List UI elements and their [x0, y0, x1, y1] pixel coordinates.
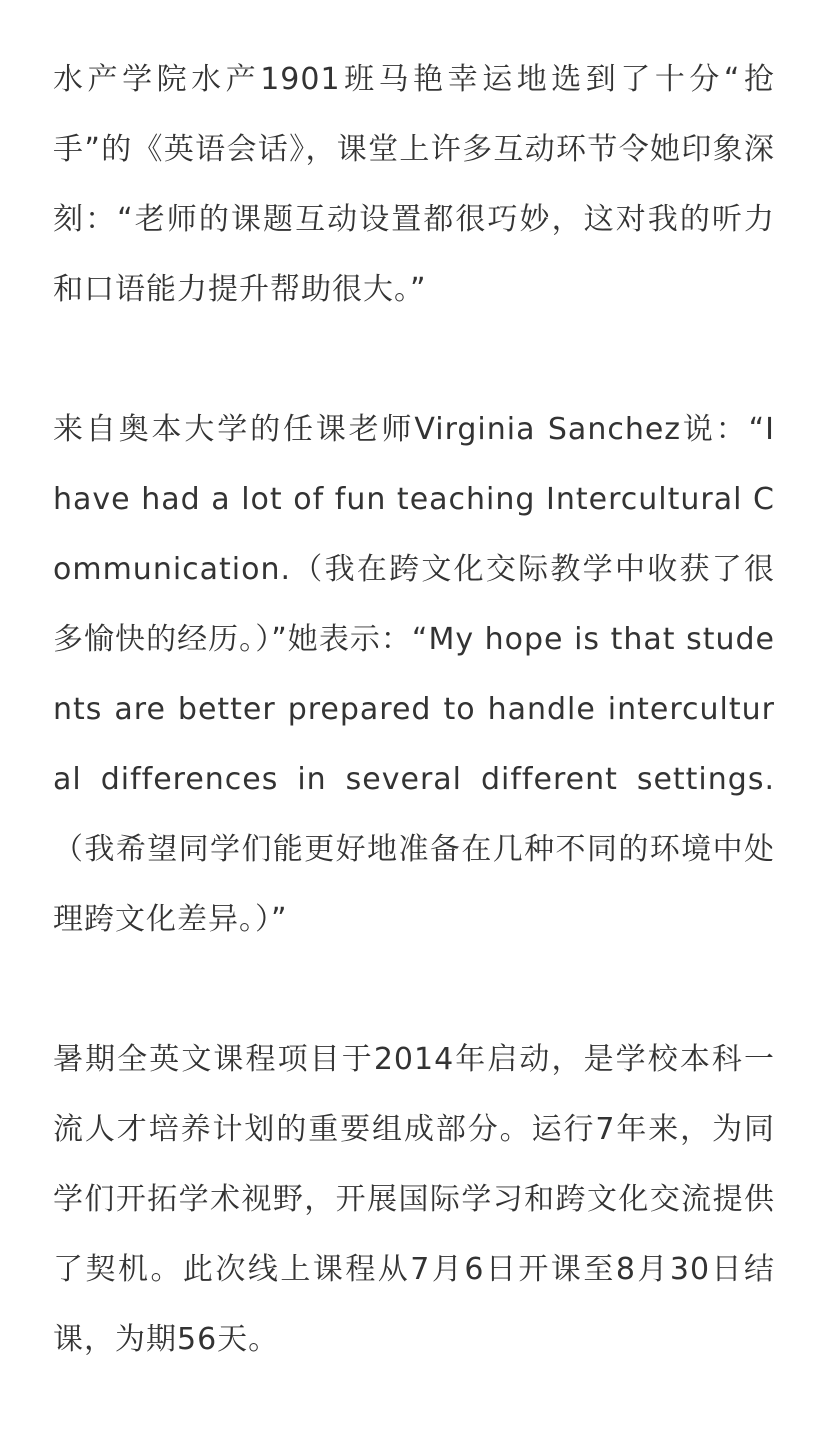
paragraph-program-info: 暑期全英文课程项目于2014年启动，是学校本科一流人才培养计划的重要组成部分。运行7年来，为同学们开拓学术视野，开展国际学习和跨文化交流提供了契机。此次线上课程从7月6日开课至8月30日结课，为期56天。 — [53, 1042, 775, 1357]
paragraph-teacher-quote: 来自奥本大学的任课老师Virginia Sanchez说：“I have had a lot of fun teaching Intercultural Communication.（我在跨文化交际教学中收获了很多愉快的经历。）”她表示：“My hope is that students are better prepared to handle intercultural differences in several different settings.（我希望同学们能更好地准备在几种不同的环境中处理跨文化差异。）” — [53, 412, 775, 937]
paragraph-student-quote: 水产学院水产1901班马艳幸运地选到了十分“抢手”的《英语会话》，课堂上许多互动环节令她印象深刻：“老师的课题互动设置都很巧妙，这对我的听力和口语能力提升帮助很大。” — [53, 62, 775, 307]
article-body — [53, 45, 775, 1375]
